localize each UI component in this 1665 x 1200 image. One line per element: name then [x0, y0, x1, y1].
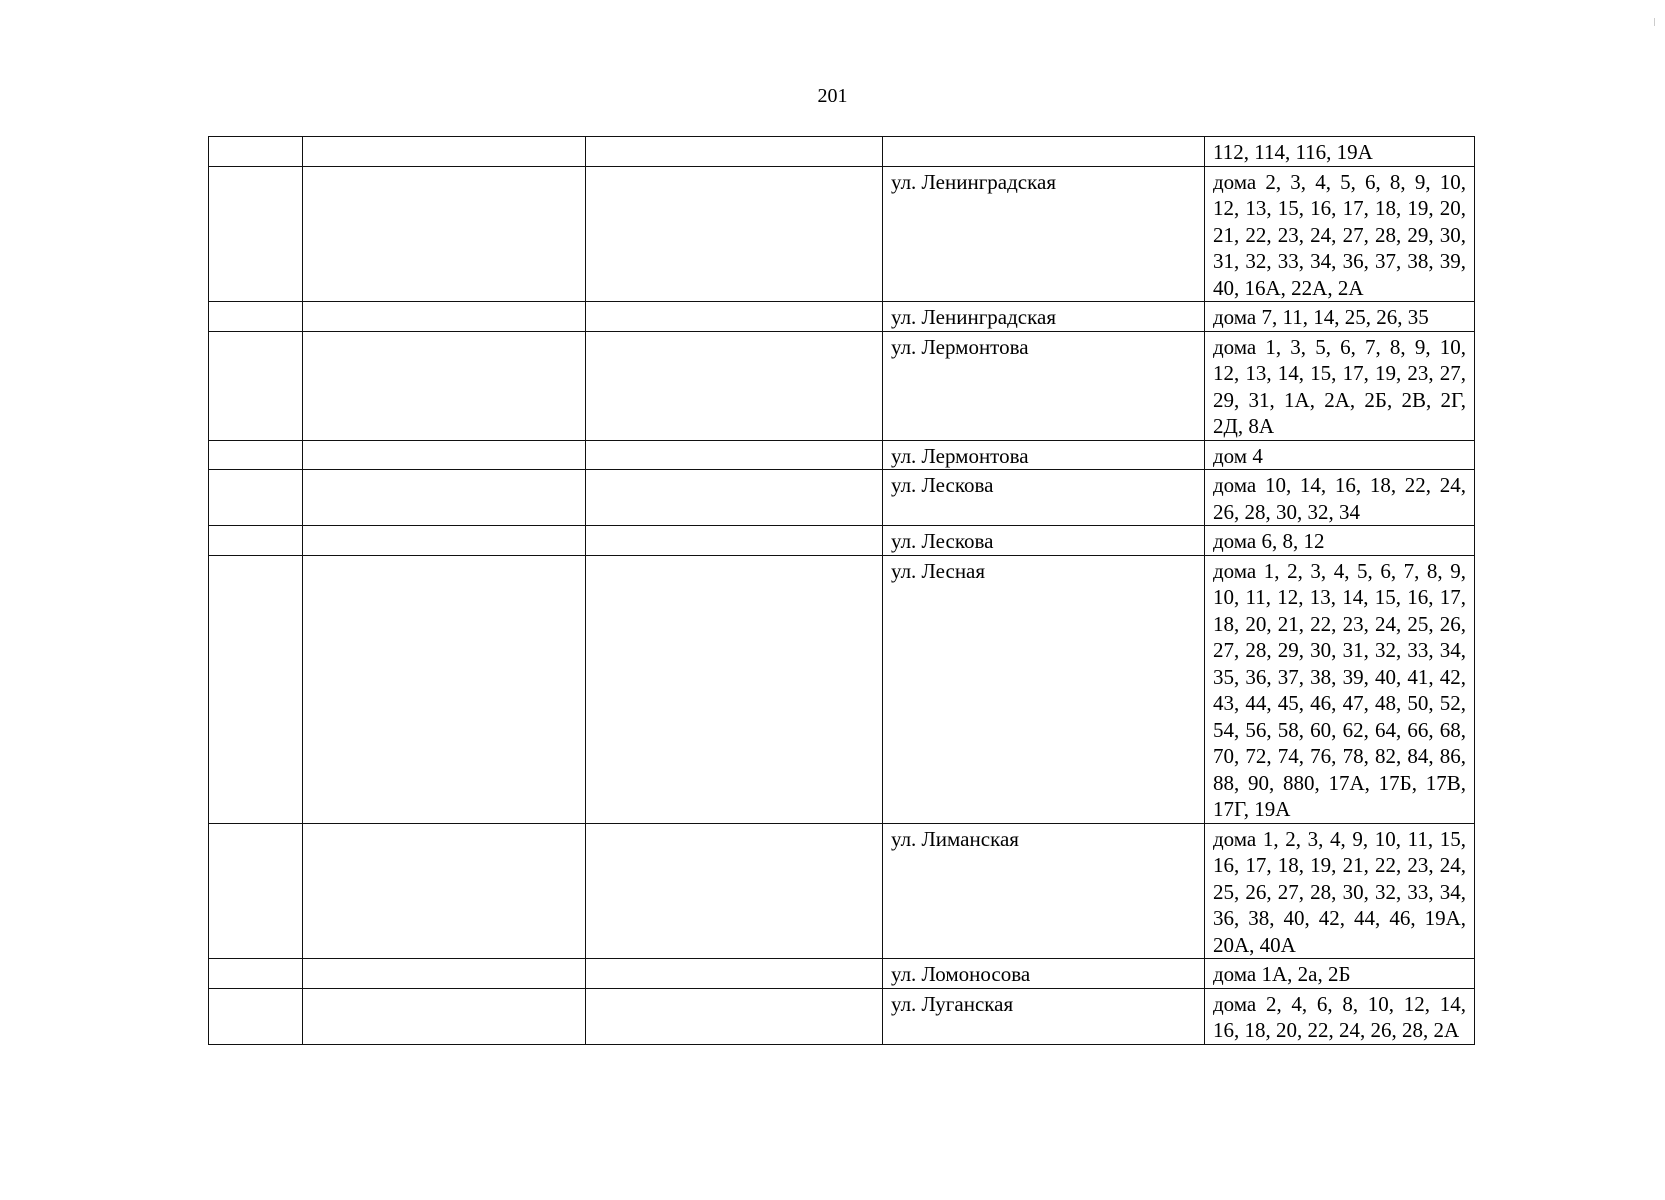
cell-number — [209, 555, 303, 823]
cell-number — [209, 137, 303, 167]
cell-district — [303, 988, 586, 1044]
scan-artifact — [1654, 18, 1655, 26]
cell-district — [303, 137, 586, 167]
cell-street: ул. Ленинградская — [883, 302, 1205, 332]
table-row — [209, 555, 1475, 823]
cell-district — [303, 470, 586, 526]
cell-houses: дома 1, 3, 5, 6, 7, 8, 9, 10, 12, 13, 14, 15, 17, 19, 23, 27, 29, 31, 1А, 2А, 2Б, 2В, 2Г, 2Д, 8А — [1205, 331, 1475, 440]
table-row — [209, 166, 1475, 302]
table-row — [209, 988, 1475, 1044]
cell-street: ул. Лермонтова — [883, 440, 1205, 470]
cell-locality — [586, 470, 883, 526]
page-number: 201 — [817, 85, 848, 107]
cell-houses: дома 10, 14, 16, 18, 22, 24, 26, 28, 30, 32, 34 — [1205, 470, 1475, 526]
cell-number — [209, 166, 303, 302]
cell-houses: дома 1, 2, 3, 4, 9, 10, 11, 15, 16, 17, 18, 19, 21, 22, 23, 24, 25, 26, 27, 28, 30, 32, 33, 34, 36, 38, 40, 42, 44, 46, 19А, 20А, 40А — [1205, 823, 1475, 959]
cell-locality — [586, 166, 883, 302]
address-table — [208, 136, 1475, 1045]
cell-houses: 112, 114, 116, 19А — [1205, 137, 1475, 167]
cell-number — [209, 470, 303, 526]
table-row — [209, 959, 1475, 989]
table-row — [209, 440, 1475, 470]
cell-locality — [586, 959, 883, 989]
table-row — [209, 470, 1475, 526]
cell-district — [303, 555, 586, 823]
table-row — [209, 526, 1475, 556]
cell-district — [303, 959, 586, 989]
cell-district — [303, 331, 586, 440]
cell-street: ул. Лиманская — [883, 823, 1205, 959]
cell-houses: дома 1, 2, 3, 4, 5, 6, 7, 8, 9, 10, 11, 12, 13, 14, 15, 16, 17, 18, 20, 21, 22, 23, 24, 25, 26, 27, 28, 29, 30, 31, 32, 33, 34, 35, 36, 37, 38, 39, 40, 41, 42, 43, 44, 45, 46, 47, 48, 50, 52, 54, 56, 58, 60, 62, 64, 66, 68, 70, 72, 74, 76, 78, 82, 84, 86, 88, 90, 880, 17А, 17Б, 17В, 17Г, 19А — [1205, 555, 1475, 823]
cell-number — [209, 988, 303, 1044]
cell-houses: дома 2, 3, 4, 5, 6, 8, 9, 10, 12, 13, 15, 16, 17, 18, 19, 20, 21, 22, 23, 24, 27, 28, 29, 30, 31, 32, 33, 34, 36, 37, 38, 39, 40, 16А, 22А, 2А — [1205, 166, 1475, 302]
cell-houses: дома 1А, 2а, 2Б — [1205, 959, 1475, 989]
cell-district — [303, 166, 586, 302]
cell-number — [209, 302, 303, 332]
cell-street: ул. Лермонтова — [883, 331, 1205, 440]
cell-district — [303, 440, 586, 470]
cell-locality — [586, 823, 883, 959]
cell-number — [209, 959, 303, 989]
cell-locality — [586, 526, 883, 556]
cell-houses: дома 7, 11, 14, 25, 26, 35 — [1205, 302, 1475, 332]
table-row — [209, 331, 1475, 440]
cell-street: ул. Ломоносова — [883, 959, 1205, 989]
table-row — [209, 137, 1475, 167]
cell-houses: дом 4 — [1205, 440, 1475, 470]
cell-number — [209, 331, 303, 440]
cell-street: ул. Лескова — [883, 526, 1205, 556]
cell-number — [209, 440, 303, 470]
cell-houses: дома 6, 8, 12 — [1205, 526, 1475, 556]
cell-street — [883, 137, 1205, 167]
cell-locality — [586, 988, 883, 1044]
cell-district — [303, 526, 586, 556]
cell-district — [303, 823, 586, 959]
cell-street: ул. Ленинградская — [883, 166, 1205, 302]
cell-street: ул. Лескова — [883, 470, 1205, 526]
cell-locality — [586, 331, 883, 440]
cell-street: ул. Луганская — [883, 988, 1205, 1044]
table-row — [209, 823, 1475, 959]
cell-locality — [586, 302, 883, 332]
cell-locality — [586, 555, 883, 823]
cell-district — [303, 302, 586, 332]
cell-number — [209, 526, 303, 556]
table-row — [209, 302, 1475, 332]
cell-locality — [586, 137, 883, 167]
cell-number — [209, 823, 303, 959]
cell-houses: дома 2, 4, 6, 8, 10, 12, 14, 16, 18, 20, 22, 24, 26, 28, 2А — [1205, 988, 1475, 1044]
cell-locality — [586, 440, 883, 470]
cell-street: ул. Лесная — [883, 555, 1205, 823]
